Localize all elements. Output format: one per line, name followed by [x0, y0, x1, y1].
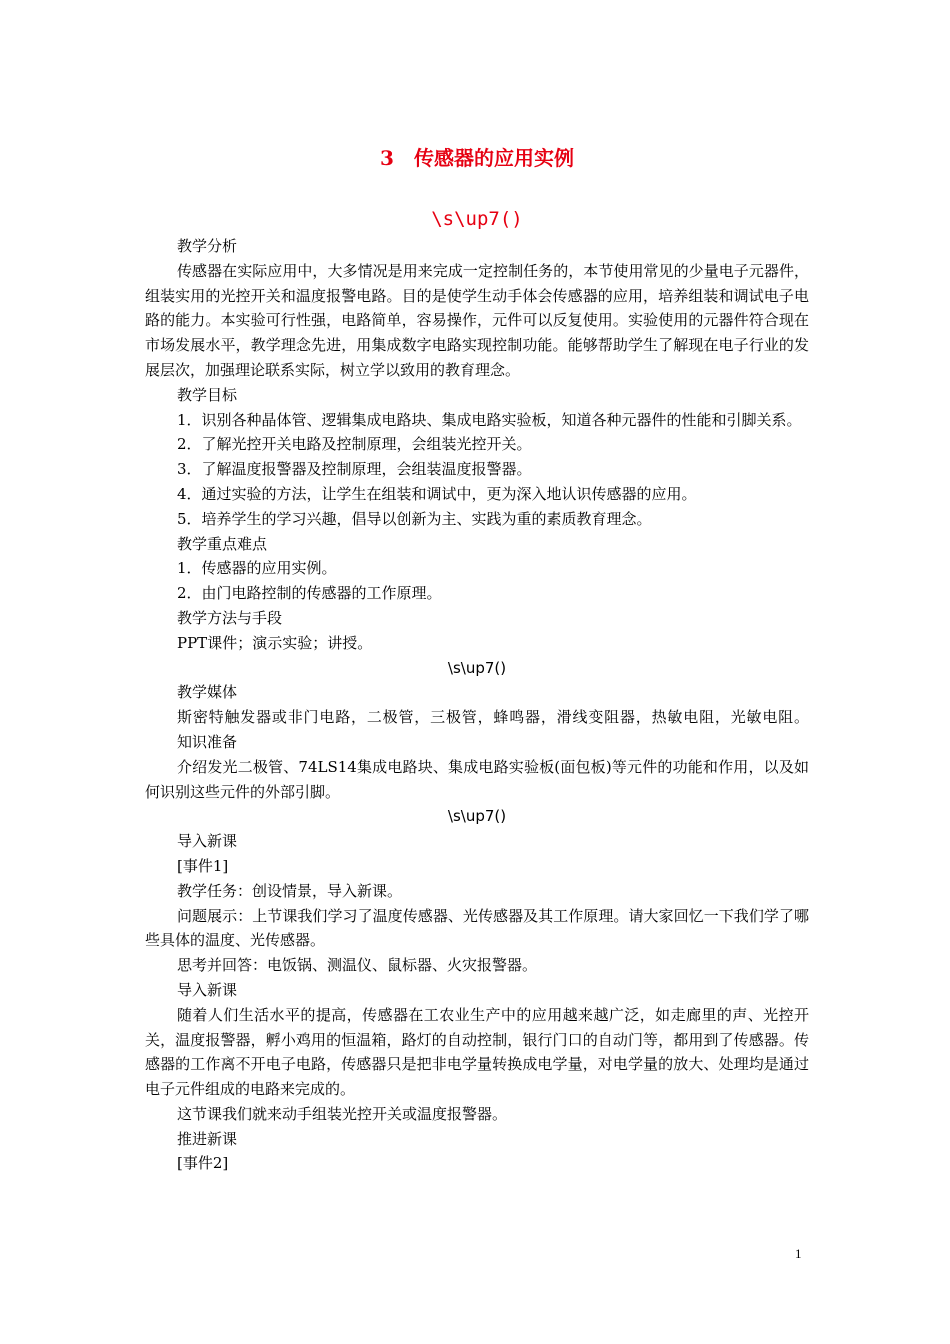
- list-item: 5．培养学生的学习兴趣，倡导以创新为主、实践为重的素质教育理念。: [177, 509, 652, 528]
- section-heading: 推进新课: [177, 1129, 238, 1148]
- paragraph: 斯密特触发器或非门电路，二极管，三极管，蜂鸣器，滑线变阻器，热敏电阻，光敏电阻。: [177, 708, 809, 727]
- section-heading: 教学媒体: [177, 683, 238, 702]
- paragraph: 问题展示：上节课我们学习了温度传感器、光传感器及其工作原理。请大家回忆一下我们学了哪些具体的温度、光传感器。: [145, 906, 809, 950]
- section-heading: 导入新课: [177, 832, 238, 851]
- paragraph: 教学任务：创设情景，导入新课。: [177, 881, 403, 900]
- event-label: [事件1]: [177, 856, 229, 875]
- page-title: 3 传感器的应用实例: [380, 146, 574, 170]
- paragraph: 随着人们生活水平的提高，传感器在工农业生产中的应用越来越广泛，如走廊里的声、光控开关，温度报警器，孵小鸡用的恒温箱，路灯的自动控制，银行门口的自动门等，都用到了传感器。传感器的工作离不开电子电路，传感器只是把非电学量转换成电学量，对电学量的放大、处理均是通过电子元件组成的电路来完成的。: [145, 1005, 809, 1099]
- section-heading: 教学分析: [177, 237, 238, 255]
- list-item: 2．由门电路控制的传感器的工作原理。: [177, 584, 442, 603]
- paragraph: 传感器在实际应用中，大多情况是用来完成一定控制任务的，本节使用常见的少量电子元器件，组装实用的光控开关和温度报警电路。目的是使学生动手体会传感器的应用，培养组装和调试电子电路的能力。本实验可行性强，电路简单，容易操作，元件可以反复使用。实验使用的元器件符合现在市场发展水平，教学理念先进，用集成数字电路实现控制功能。能够帮助学生了解现在电子行业的发展层次，加强理论联系实际，树立学以致用的教育理念。: [145, 261, 809, 379]
- field-code: \s\up7(): [447, 807, 507, 826]
- section-heading: 导入新课: [177, 980, 238, 999]
- page-number: 1: [795, 1246, 802, 1261]
- paragraph: PPT课件；演示实验；讲授。: [177, 633, 373, 652]
- field-code: \s\up7(): [447, 658, 507, 677]
- list-item: 4．通过实验的方法，让学生在组装和调试中，更为深入地认识传感器的应用。: [177, 484, 697, 503]
- section-heading: 教学目标: [177, 385, 238, 404]
- section-heading: 教学方法与手段: [177, 608, 283, 627]
- paragraph: 介绍发光二极管、74LS14集成电路块、集成电路实验板(面包板)等元件的功能和作用，以及如何识别这些元件的外部引脚。: [145, 757, 809, 801]
- list-item: 3．了解温度报警器及控制原理，会组装温度报警器。: [177, 460, 532, 479]
- list-item: 1．传感器的应用实例。: [177, 559, 337, 578]
- section-heading: 知识准备: [177, 732, 238, 751]
- paragraph: 这节课我们就来动手组装光控开关或温度报警器。: [177, 1104, 508, 1123]
- event-label: [事件2]: [177, 1154, 229, 1173]
- list-item: 2．了解光控开关电路及控制原理，会组装光控开关。: [177, 435, 532, 454]
- section-heading: 教学重点难点: [177, 534, 268, 553]
- list-item: 1．识别各种晶体管、逻辑集成电路块、集成电路实验板，知道各种元器件的性能和引脚关系。: [177, 410, 802, 429]
- field-code-heading: \s\up7(): [431, 208, 523, 230]
- paragraph: 思考并回答：电饭锅、测温仪、鼠标器、火灾报警器。: [177, 956, 538, 975]
- document-body: [145, 142, 809, 1176]
